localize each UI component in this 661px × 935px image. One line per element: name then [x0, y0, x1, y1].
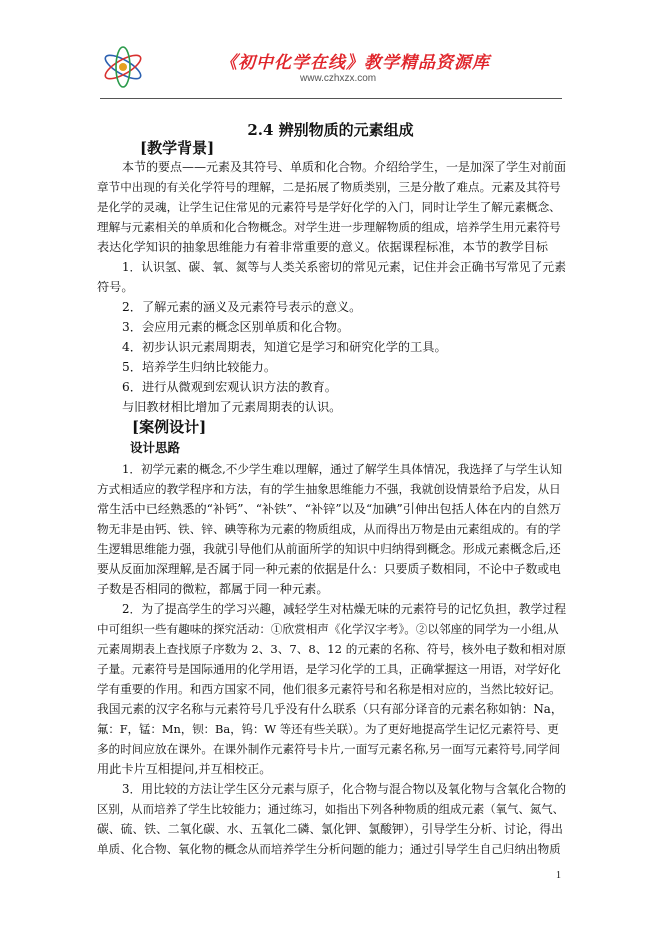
text-line: 子量。元素符号是国际通用的化学用语，是学习化学的工具，正确掌握这一用语，对学好化 [97, 662, 561, 676]
text-line: 学有重要的作用。和西方国家不同，他们很多元素符号和名称是相对应的，当然比较好记。 [97, 682, 561, 696]
text-line: 2．了解元素的涵义及元素符号表示的意义。 [122, 300, 362, 314]
text-line: 我国元素的汉字名称与元素符号几乎没有什么联系（只有部分译音的元素名称如钠：Na， [97, 702, 563, 716]
text-line: 物无非是由钙、铁、锌、碘等称为元素的物质组成，从而得出万物是由元素组成的。有的学 [97, 522, 561, 536]
text-line: 符号。 [97, 280, 134, 294]
document-title: 2.4 辨别物质的元素组成 [247, 121, 414, 139]
text-line: 1．初学元素的概念,不少学生难以理解，通过了解学生具体情况，我选择了与学生认知 [122, 462, 563, 476]
text-line: 4．初步认识元素周期表，知道它是学习和研究化学的工具。 [122, 340, 447, 354]
text-line: 区别，从而培养了学生比较能力；通过练习，如指出下列各种物质的组成元素（氧气、氮气、 [97, 802, 565, 816]
text-line: 章节中出现的有关化学符号的理解，二是拓展了物质类别，三是分散了难点。元素及其符号 [97, 180, 561, 194]
banner-title: 《初中化学在线》教学精品资源库 [220, 53, 490, 73]
atom-logo-icon [100, 44, 146, 90]
text-line: 碳、硫、铁、二氧化碳、水、五氧化二磷、氯化钾、氯酸钾），引导学生分析、讨论，得出 [97, 822, 563, 836]
text-line: 2．为了提高学生的学习兴趣，减轻学生对枯燥无味的元素符号的记忆负担，教学过程 [122, 602, 566, 616]
text-line: 3．用比较的方法让学生区分元素与原子，化合物与混合物以及氧化物与含氧化合物的 [122, 782, 566, 796]
text-line: 氟：F，锰：Mn，钡：Ba，钨：W 等还有些关联）。为了更好地提高学生记忆元素符号、更 [97, 722, 559, 736]
page-header [100, 40, 562, 99]
text-line: 是化学的灵魂，让学生记住常见的元素符号是学好化学的入门，同时让学生了解元素概念、 [97, 200, 561, 214]
banner-url: www.czhxzx.com [300, 73, 377, 84]
text-line: 本节的要点——元素及其符号、单质和化合物。介绍给学生，一是加深了学生对前面 [122, 160, 567, 174]
text-line: 方式相适应的教学程序和方法，有的学生抽象思维能力不强，我就创设情景给予启发，从日 [97, 482, 561, 496]
text-line: 元素周期表上查找原子序数为 2、3、7、8、12 的元素的名称、符号，核外电子数和相对原 [97, 642, 567, 656]
text-line: 要从反面加深理解,是否属于同一种元素的依据是什么：只要质子数相同，不论中子数或电 [97, 562, 561, 576]
text-line: 中可组织一些有趣味的探究活动：①欣赏相声《化学汉字考》。②以邻座的同学为一小组,从 [97, 622, 559, 636]
text-line: 1．认识氢、碳、氧、氮等与人类关系密切的常见元素，记住并会正确书写常见了元素 [122, 260, 566, 274]
section-heading-case-design: [案例设计] [132, 418, 207, 436]
text-line: 多的时间应放在课外。在课外制作元素符号卡片,一面写元素名称,另一面写元素符号,同学间 [97, 742, 561, 756]
text-line: 5．培养学生归纳比较能力。 [122, 360, 277, 374]
section-heading-background: [教学背景] [140, 139, 215, 157]
text-line: 6．进行从微观到宏观认识方法的教育。 [122, 380, 337, 394]
text-line: 3．会应用元素的概念区别单质和化合物。 [122, 320, 350, 334]
text-line: 子数是否相同的微粒，都属于同一种元素。 [97, 582, 329, 596]
text-line: 生逻辑思维能力强，我就引导他们从前面所学的知识中归纳得到概念。形成元素概念后,还 [97, 542, 561, 556]
sub-heading-design-ideas: 设计思路 [130, 440, 181, 455]
text-line: 与旧教材相比增加了元素周期表的认识。 [122, 400, 342, 414]
text-line: 用此卡片互相提问,并互相校正。 [97, 762, 272, 776]
text-line: 表达化学知识的抽象思维能力有着非常重要的意义。依据课程标准，本节的教学目标 [97, 240, 548, 254]
text-line: 理解与元素相关的单质和化合物概念。对学生进一步理解物质的组成，培养学生用元素符号 [97, 220, 561, 234]
page-number: 1 [556, 870, 561, 881]
text-line: 单质、化合物、氧化物的概念从而培养学生分析问题的能力；通过引导学生自己归纳出物质 [97, 842, 561, 856]
text-line: 常生活中已经熟悉的“补钙”、“补铁”、“补锌”以及“加碘”引伸出包括人体在内的自然万 [97, 502, 562, 516]
